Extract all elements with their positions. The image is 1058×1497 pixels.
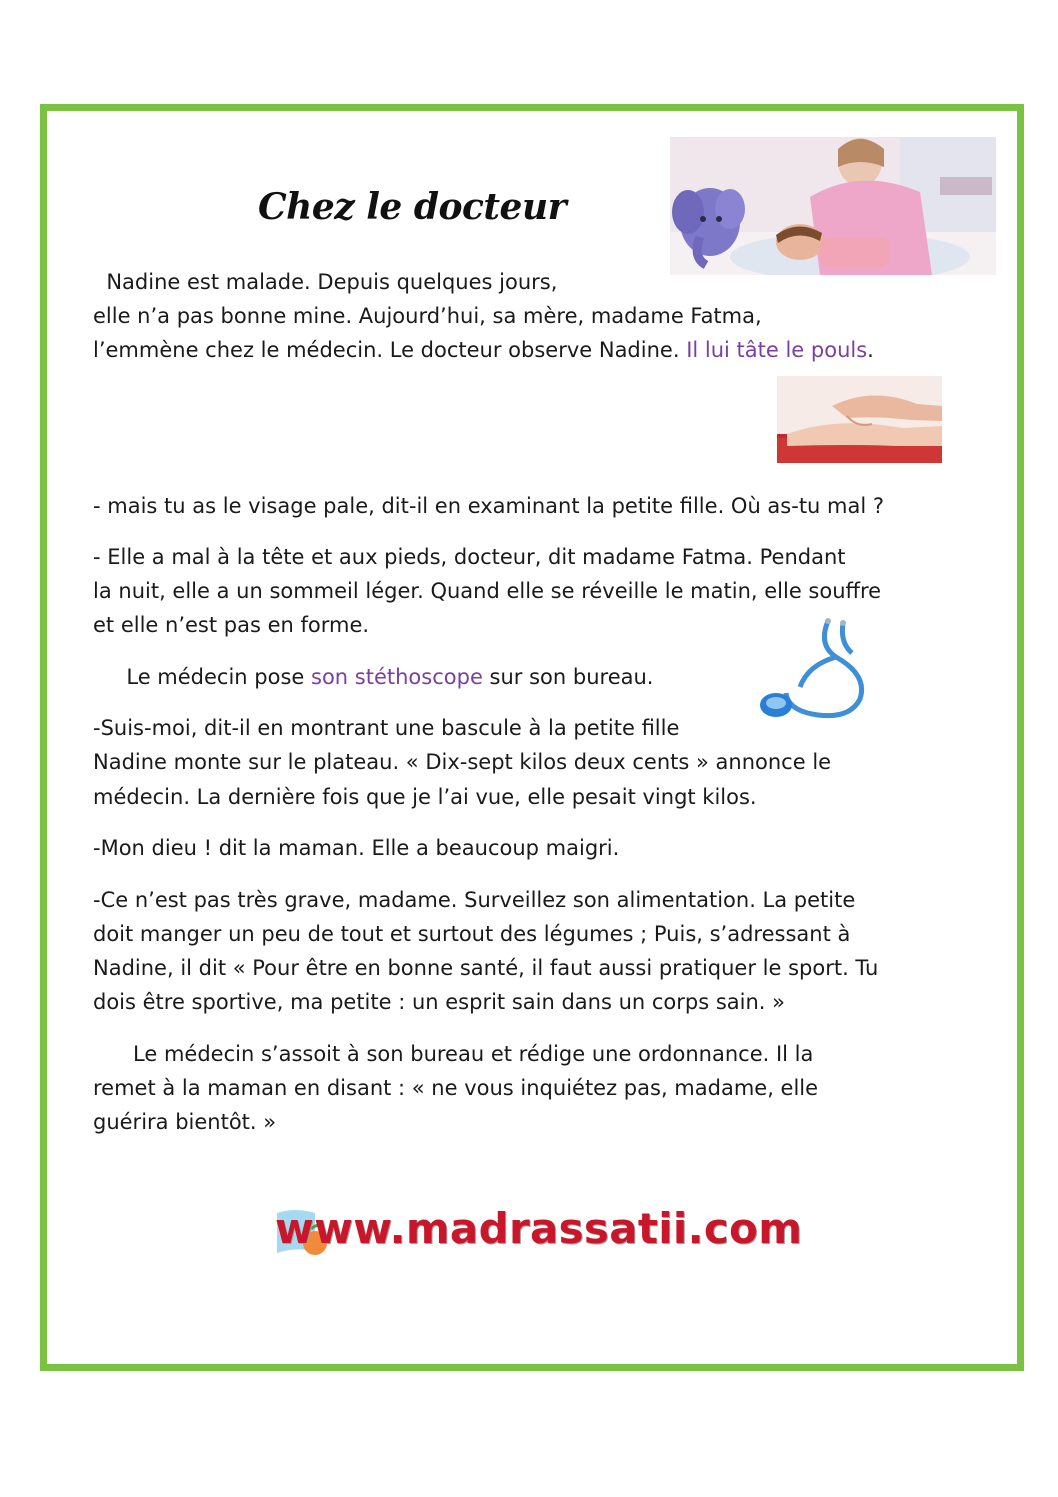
paragraph-advice-line1: -Ce n’est pas très grave, madame. Surveillez son alimentation. La petite bbox=[93, 888, 856, 912]
paragraph-prescription-line1: Le médecin s’assoit à son bureau et rédige une ordonnance. Il la bbox=[93, 1042, 814, 1066]
paragraph-prescription-line3: guérira bientôt. » bbox=[93, 1110, 277, 1134]
stethoscope-highlight: son stéthoscope bbox=[311, 665, 483, 689]
paragraph-stethoscope bbox=[93, 660, 653, 694]
stetho-text-a: Le médecin pose bbox=[93, 665, 312, 689]
stetho-text-b: sur son bureau. bbox=[482, 665, 654, 689]
paragraph-advice-line4: dois être sportive, ma petite : un esprit sain dans un corps sain. » bbox=[93, 990, 786, 1014]
paragraph-advice-line2: doit manger un peu de tout et surtout des légumes ; Puis, s’adressant à bbox=[93, 922, 851, 946]
paragraph-pale-face: - mais tu as le visage pale, dit-il en examinant la petite fille. Où as-tu mal ? bbox=[93, 494, 885, 518]
paragraph-intro-line1: Nadine est malade. Depuis quelques jours, bbox=[93, 270, 558, 294]
pulse-illustration bbox=[777, 376, 942, 463]
intro-period: . bbox=[867, 338, 874, 362]
pulse-highlight: Il lui tâte le pouls bbox=[686, 338, 868, 362]
paragraph-mother-line1: - Elle a mal à la tête et aux pieds, docteur, dit madame Fatma. Pendant bbox=[93, 545, 846, 569]
paragraph-prescription-line2: remet à la maman en disant : « ne vous inquiétez pas, madame, elle bbox=[93, 1076, 819, 1100]
paragraph-scale-line3: médecin. La dernière fois que je l’ai vue, elle pesait vingt kilos. bbox=[93, 785, 757, 809]
paragraph-mother-line2: la nuit, elle a un sommeil léger. Quand elle se réveille le matin, elle souffre bbox=[93, 579, 882, 603]
intro-text: l’emmène chez le médecin. Le docteur observe Nadine. bbox=[93, 338, 687, 362]
document-title: Chez le docteur bbox=[258, 186, 567, 228]
stethoscope-illustration bbox=[748, 615, 886, 725]
paragraph-mon-dieu: -Mon dieu ! dit la maman. Elle a beaucoup maigri. bbox=[93, 836, 620, 860]
paragraph-intro-line2: elle n’a pas bonne mine. Aujourd’hui, sa mère, madame Fatma, bbox=[93, 304, 762, 328]
sick-child-illustration bbox=[670, 137, 996, 275]
paragraph-scale-line1: -Suis-moi, dit-il en montrant une bascule à la petite fille bbox=[93, 716, 680, 740]
website-url-link[interactable]: www.madrassatii.com bbox=[275, 1204, 803, 1253]
paragraph-intro-line3 bbox=[93, 333, 874, 367]
paragraph-mother-line3: et elle n’est pas en forme. bbox=[93, 613, 370, 637]
paragraph-advice-line3: Nadine, il dit « Pour être en bonne santé, il faut aussi pratiquer le sport. Tu bbox=[93, 956, 879, 980]
paragraph-scale-line2: Nadine monte sur le plateau. « Dix-sept kilos deux cents » annonce le bbox=[93, 750, 832, 774]
